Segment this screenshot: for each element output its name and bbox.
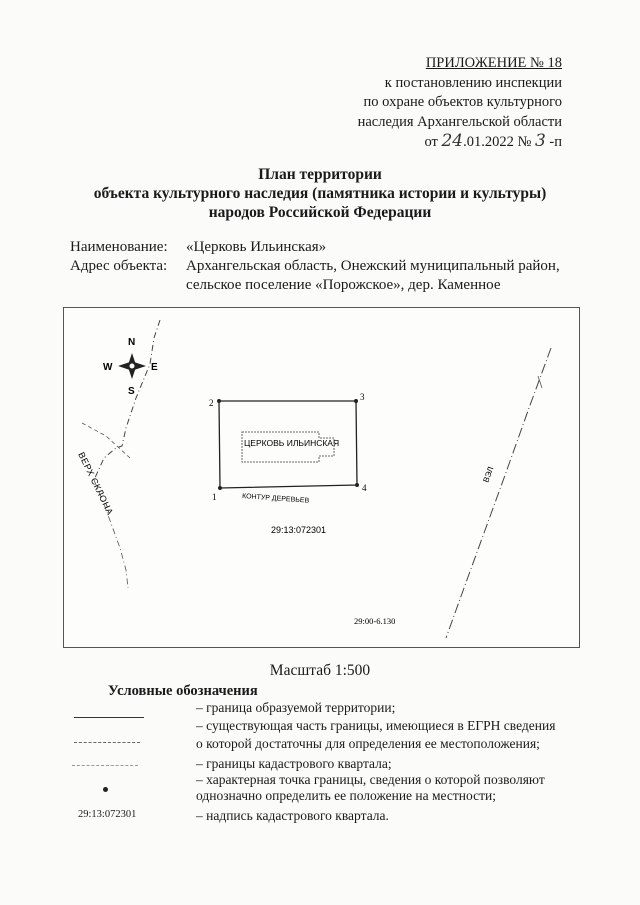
cadastral-other-label: 29:00-6.130 (354, 616, 396, 626)
compass-rose-icon (103, 337, 158, 397)
legend-point-icon (103, 787, 108, 792)
compass-s: S (128, 386, 135, 397)
boundary-point-1 (218, 486, 222, 490)
name-label: Наименование: (70, 239, 168, 255)
legend-item: – граница образуемой территории; (196, 700, 396, 715)
name-value: «Церковь Ильинская» (186, 239, 327, 255)
contour-label: КОНТУР ДЕРЕВЬЕВ (241, 493, 310, 505)
point-label-2: 2 (209, 398, 214, 408)
legend-item: – надпись кадастрового квартала. (196, 808, 389, 823)
annex-line: по охране объектов культурного (363, 94, 562, 110)
boundary-point-3 (354, 399, 358, 403)
power-line-label: ВЭЛ (481, 465, 496, 484)
annex-block (358, 54, 562, 153)
legend-item: однозначно определить ее положение на местности; (196, 788, 496, 803)
legend-item: – характерная точка границы, сведения о которой позволяют (196, 772, 545, 787)
address-line-1: Архангельская область, Онежский муниципальный район, (186, 258, 560, 274)
site-plan-map (63, 307, 580, 648)
scale-label: Масштаб 1:500 (269, 662, 371, 679)
annex-line: наследия Архангельской области (357, 113, 562, 130)
legend-line-egrn (74, 742, 140, 743)
cadastral-block-label: 29:13:072301 (271, 525, 327, 535)
legend-line-cadastral (72, 765, 138, 766)
slope-line (94, 320, 160, 480)
legend-sample-label: 29:13:072301 (78, 809, 137, 820)
point-label-4: 4 (362, 483, 367, 493)
handwritten-number: 3 (534, 131, 546, 151)
legend-title: Условные обозначения (108, 683, 258, 699)
annex-date: от 24.01.2022 № 3 -п (424, 131, 562, 151)
legend-item: – существующая часть границы, имеющиеся в ЕГРН сведения (196, 718, 556, 733)
boundary-point-4 (355, 483, 359, 487)
point-label-3: 3 (360, 392, 365, 402)
compass-e: E (151, 362, 158, 373)
boundary-point-2 (217, 399, 221, 403)
power-line (446, 348, 551, 638)
address-label: Адрес объекта: (70, 258, 168, 274)
address-line-2: сельское поселение «Порожское», дер. Каменное (186, 277, 501, 293)
annex-title: ПРИЛОЖЕНИЕ № 18 (425, 55, 562, 71)
compass-n: N (128, 337, 136, 348)
legend-item: – границы кадастрового квартала; (196, 756, 392, 771)
annex-line: к постановлению инспекции (384, 74, 562, 91)
compass-w: W (103, 362, 113, 373)
slope-label: ВЕРХ СКЛОНА (76, 450, 116, 517)
church-label: ЦЕРКОВЬ ИЛЬИНСКАЯ (244, 438, 340, 448)
document-title: План территории объекта культурного наследия (памятника истории и культуры) народов Российской Федерации (93, 166, 547, 221)
point-label-1: 1 (212, 492, 217, 502)
legend-line-solid (74, 717, 144, 718)
handwritten-day: 24 (441, 131, 464, 151)
legend-item: о которой достаточны для определения ее местоположения; (196, 736, 540, 751)
map-drawing (64, 308, 581, 649)
